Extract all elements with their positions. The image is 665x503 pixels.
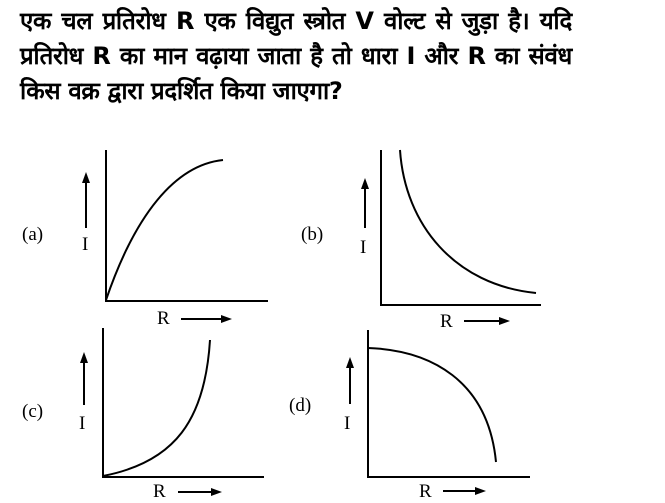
option-b-y-axis-label: I	[360, 237, 367, 258]
option-d-x-arrow	[443, 487, 486, 495]
option-d-y-arrow	[346, 357, 354, 404]
option-a-x-axis-label: R	[157, 308, 170, 329]
option-b-label: (b)	[301, 224, 324, 245]
option-a-y-axis-label: I	[82, 234, 89, 255]
option-d-y-axis-label: I	[344, 413, 351, 434]
question-text: एक चल प्रतिरोध R एक विद्युत स्त्रोत V वोल्ट से जुड़ा है। यदि प्रतिरोध R का मान वढ़ाया जाता है तो धारा I और R का संवंध किस वक्र द्वारा प्रदर्शित किया जाएगा?	[20, 7, 572, 105]
option-d-label: (d)	[289, 395, 312, 416]
option-a-label: (a)	[22, 224, 44, 245]
option-c-y-axis-label: I	[79, 413, 86, 434]
option-c-x-axis-label: R	[153, 481, 166, 502]
option-d-x-axis-label: R	[419, 481, 432, 502]
option-b-x-axis-label: R	[440, 311, 453, 332]
option-d-curve	[368, 348, 496, 462]
option-c-label: (c)	[22, 401, 44, 422]
